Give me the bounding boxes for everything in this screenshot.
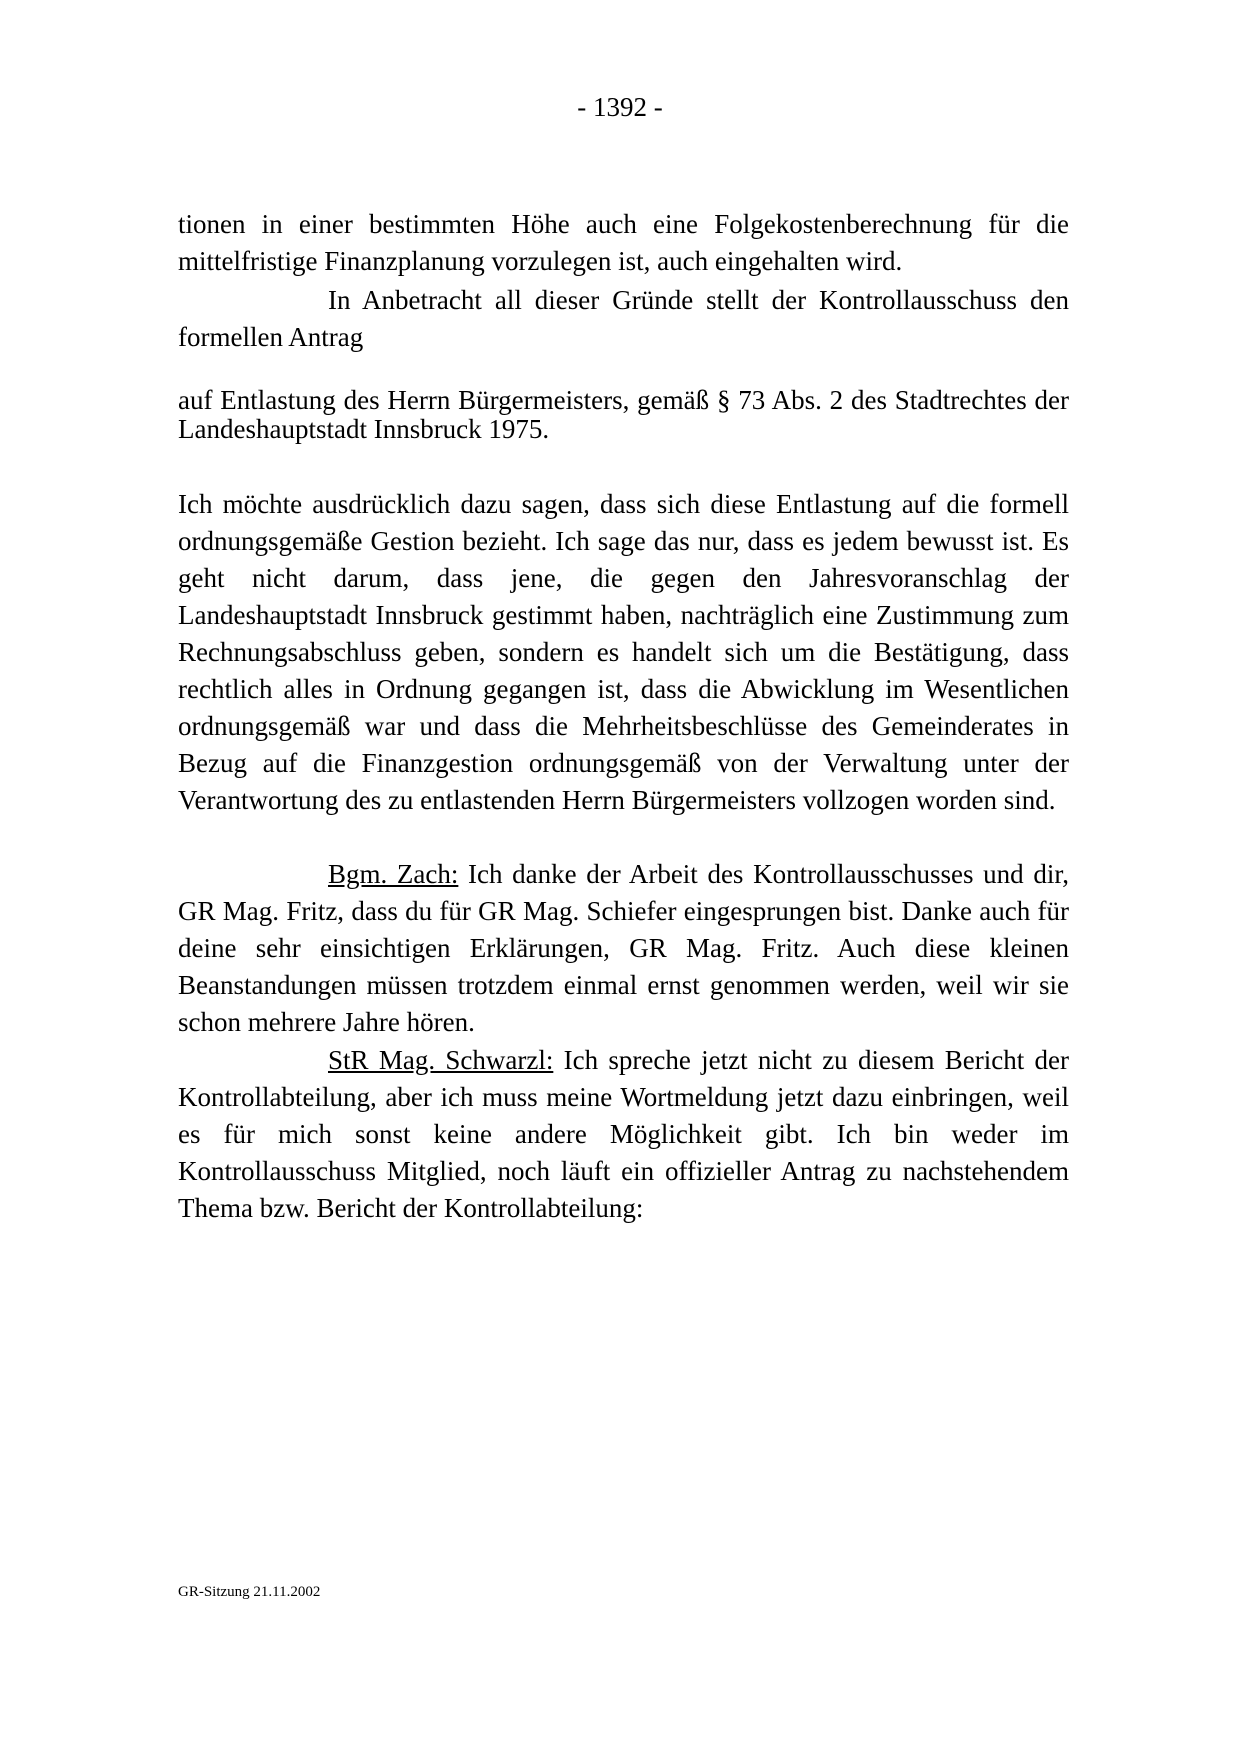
speech-text: Ich danke der Arbeit des Kontrollausschusses und dir, GR Mag. Fritz, dass du für GR Mag. Schiefer eingesprungen bist. Danke auch für deine sehr einsichtigen Erklärungen, GR Mag. Fritz. Auch diese kleinen Beanstandungen müssen trotzdem einmal ernst genommen werden, weil wir sie schon mehrere Jahre hören. — [178, 859, 1069, 1037]
speech-text: Ich spreche jetzt nicht zu diesem Bericht der Kontrollabteilung, aber ich muss meine Wortmeldung jetzt dazu einbringen, weil es für mich sonst keine andere Möglichkeit gibt. Ich bin weder im Kontrollausschuss Mitglied, noch läuft ein offizieller Antrag zu nachstehendem Thema bzw. Bericht der Kontrollabteilung: — [178, 1045, 1069, 1223]
paragraph-text — [178, 856, 1069, 1041]
paragraph-text — [178, 1042, 1069, 1227]
paragraph-bgm-zach — [178, 856, 1069, 1041]
paragraph-continuation — [178, 206, 1069, 280]
page-number: - 1392 - — [577, 92, 663, 122]
speaker-name: Bgm. Zach: — [328, 859, 459, 889]
paragraph-motion-intro — [178, 282, 1069, 356]
paragraph-text: Ich möchte ausdrücklich dazu sagen, dass sich diese Entlastung auf die formell ordnungsgemäße Gestion bezieht. Ich sage das nur, dass es jedem bewusst ist. Es geht nicht darum, dass jene, die gegen den Jahresvoranschlag der Landeshauptstadt Innsbruck gestimmt haben, nachträglich eine Zustimmung zum Rechnungsabschluss geben, sondern es handelt sich um die Bestätigung, dass rechtlich alles in Ordnung gegangen ist, dass die Abwicklung im Wesentlichen ordnungsgemäß war und dass die Mehrheitsbeschlüsse des Gemeinderates in Bezug auf die Finanzgestion ordnungsgemäß von der Verwaltung unter der Verantwortung des zu entlastenden Herrn Bürgermeisters vollzogen worden sind. — [178, 489, 1069, 815]
paragraph-text: auf Entlastung des Herrn Bürgermeisters, gemäß § 73 Abs. 2 des Stadtrechtes der Landeshauptstadt Innsbruck 1975. — [178, 385, 1069, 444]
paragraph-motion — [178, 386, 1069, 444]
paragraph-text: tionen in einer bestimmten Höhe auch eine Folgekostenberechnung für die mittelfristige Finanzplanung vorzulegen ist, auch eingehalten wird. — [178, 209, 1069, 276]
paragraph-statement — [178, 486, 1069, 819]
speaker-name: StR Mag. Schwarzl: — [328, 1045, 554, 1075]
paragraph-str-schwarzl — [178, 1042, 1069, 1227]
footer-session-date: GR-Sitzung 21.11.2002 — [178, 1584, 321, 1600]
paragraph-text: In Anbetracht all dieser Gründe stellt der Kontrollausschuss den formellen Antrag — [178, 285, 1069, 352]
